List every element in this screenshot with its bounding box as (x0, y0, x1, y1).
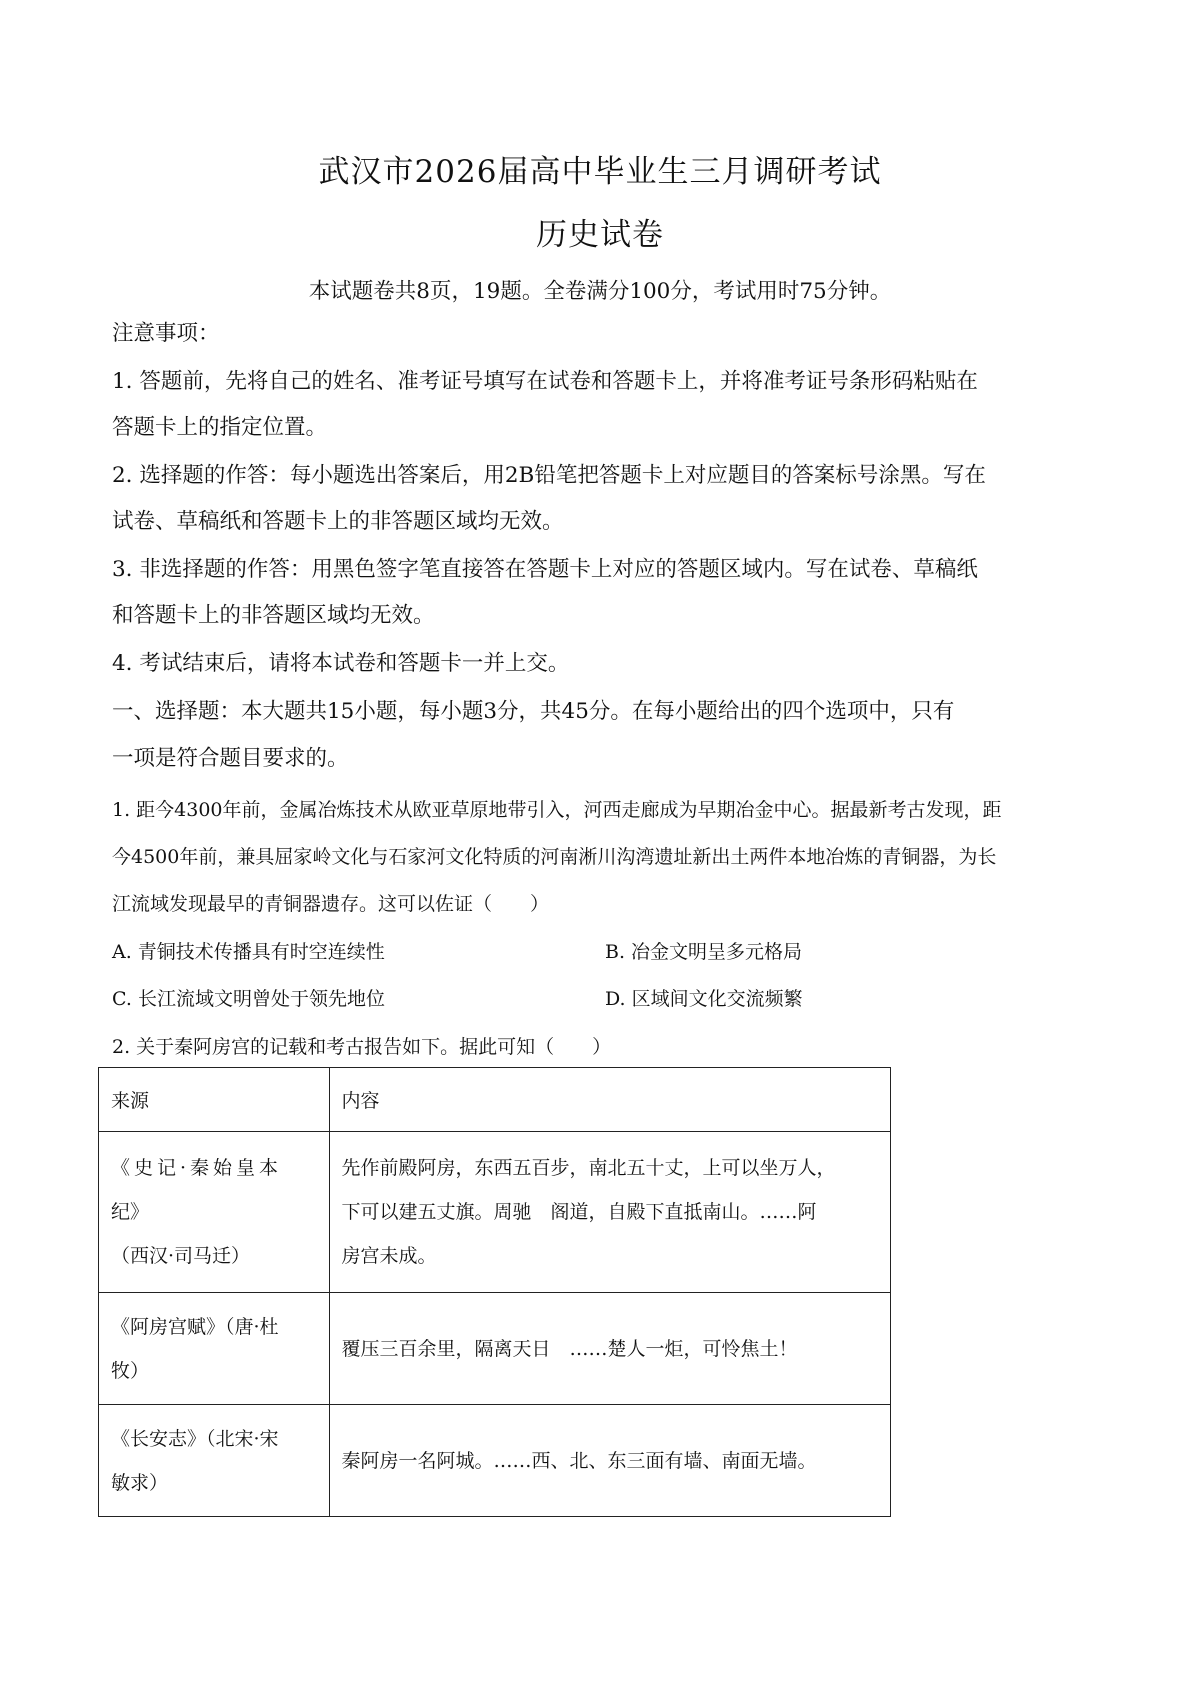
source-line: 敏求） (111, 1471, 169, 1494)
table-row (99, 1132, 891, 1293)
content-line: 先作前殿阿房，东西五百步，南北五十丈，上可以坐万人， (341, 1157, 836, 1179)
table-cell-content (329, 1293, 890, 1405)
table-row (99, 1405, 891, 1517)
exam-info: 本试题卷共8页，19题。全卷满分100分，考试用时75分钟。 (308, 279, 892, 304)
notice-line: 4. 考试结束后，请将本试卷和答题卡一并上交。 (112, 651, 570, 676)
table-cell-source (99, 1293, 330, 1405)
notice-line: 答题卡上的指定位置。 (112, 415, 328, 440)
source-line: （西汉·司马迁） (111, 1245, 251, 1267)
source-line: 《长安志》（北宋·宋 (111, 1427, 279, 1450)
question-1-text: 今4500年前，兼具屈家岭文化与石家河文化特质的河南淅川沟湾遗址新出土两件本地冶炼的青铜器，为长 (112, 846, 997, 868)
source-table (98, 1067, 891, 1517)
table-header-row (99, 1068, 891, 1132)
content-line: 秦阿房一名阿城。……西、北、东三面有墙、南面无墙。 (341, 1449, 817, 1472)
notice-line: 2. 选择题的作答：每小题选出答案后，用2B铅笔把答题卡上对应题目的答案标号涂黑。写在 (112, 463, 986, 488)
option-d: D. 区域间文化交流频繁 (605, 988, 803, 1010)
question-1-text: 1. 距今4300年前，金属冶炼技术从欧亚草原地带引入，河西走廊成为早期冶金中心。据最新考古发现，距 (112, 799, 1002, 821)
section-heading: 一项是符合题目要求的。 (112, 746, 349, 771)
table-header-source: 来源 (99, 1068, 330, 1132)
section-heading: 一、选择题：本大题共15小题，每小题3分，共45分。在每小题给出的四个选项中，只有 (112, 699, 955, 724)
content-line: 覆压三百余里，隔离天日 ……楚人一炬，可怜焦土！ (341, 1337, 798, 1360)
question-1-text: 江流域发现最早的青铜器遗存。这可以佐证（ ） (112, 893, 550, 915)
content-line: 房宫未成。 (341, 1245, 437, 1267)
notice-heading: 注意事项： (112, 321, 220, 346)
exam-subtitle: 历史试卷 (536, 217, 664, 253)
question-2-text: 2. 关于秦阿房宫的记载和考古报告如下。据此可知（ ） (112, 1036, 612, 1058)
option-a: A. 青铜技术传播具有时空连续性 (112, 941, 385, 963)
table-header-content: 内容 (329, 1068, 890, 1132)
table-cell-source (99, 1132, 330, 1293)
content-line: 下可以建五丈旗。周驰 阁道，自殿下直抵南山。……阿 (341, 1201, 817, 1223)
table-row (99, 1293, 891, 1405)
table-cell-content (329, 1132, 890, 1293)
option-c: C. 长江流域文明曾处于领先地位 (112, 988, 385, 1010)
notice-line: 和答题卡上的非答题区域均无效。 (112, 603, 435, 628)
notice-line: 1. 答题前，先将自己的姓名、准考证号填写在试卷和答题卡上，并将准考证号条形码粘贴在 (112, 369, 978, 394)
source-line: 《史记·秦始皇本 (111, 1157, 283, 1179)
option-b: B. 冶金文明呈多元格局 (605, 941, 803, 963)
source-line: 纪》 (111, 1201, 150, 1223)
source-line: 牧） (111, 1359, 150, 1382)
table-cell-source (99, 1405, 330, 1517)
exam-title: 武汉市2026届高中毕业生三月调研考试 (318, 154, 882, 190)
notice-line: 试卷、草稿纸和答题卡上的非答题区域均无效。 (112, 509, 564, 534)
source-line: 《阿房宫赋》（唐·杜 (111, 1315, 279, 1338)
notice-line: 3. 非选择题的作答：用黑色签字笔直接答在答题卡上对应的答题区域内。写在试卷、草稿纸 (112, 557, 978, 582)
table-cell-content (329, 1405, 890, 1517)
